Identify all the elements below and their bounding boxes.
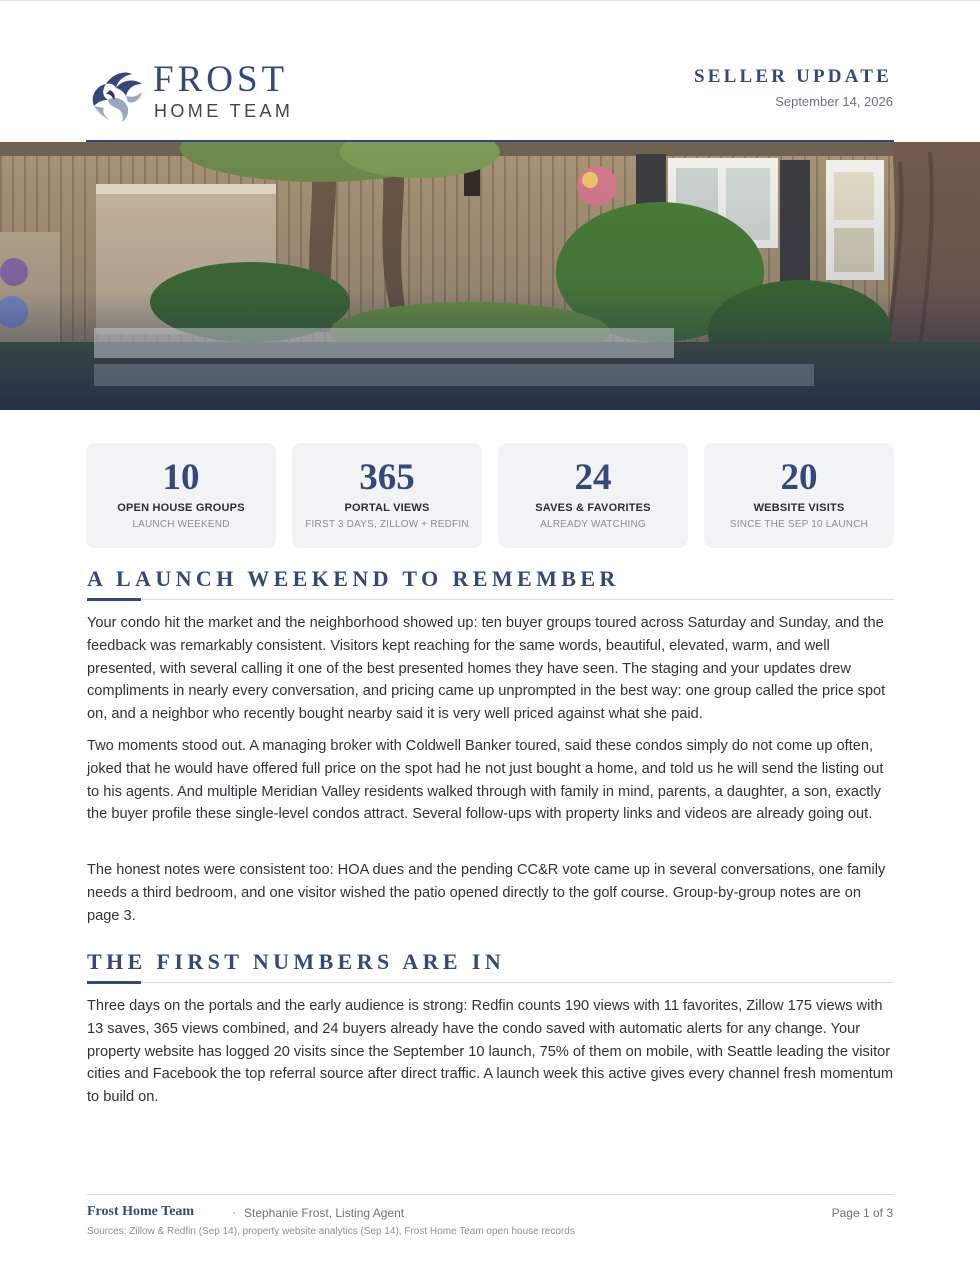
paragraph: Your condo hit the market and the neighborhood showed up: ten buyer groups toured across Saturday and Sunday, and the feedback was remarkably consistent. Visitors kept reaching for the same words, beautiful, elevated, warm, and well presented, with several calling it one of the best presented homes they have seen. The staging and your updates drew compliments in nearly every conversation, and pricing came up unprompted in the best way: one group called the price spot on, and a neighbor who recently bought nearby said it is very well priced against what she paid. (87, 615, 886, 723)
stat-card-website-visits (704, 443, 894, 548)
footer-brand: Frost Home Team (87, 1204, 195, 1219)
document-type: SELLER UPDATE (693, 66, 892, 87)
page-number: Page 1 of 3 (831, 1206, 893, 1220)
stat-sublabel: LAUNCH WEEKEND (132, 519, 230, 530)
footer-divider (87, 1194, 894, 1195)
stat-label: SAVES & FAVORITES (535, 502, 651, 514)
paragraph: Three days on the portals and the early audience is strong: Redfin counts 190 views with 11 favorites, Zillow 175 views with 13 saves, 365 views combined, and 24 buyers already have the condo saved with automatic alerts for any change. Your property website has logged 20 visits since the September 10 launch, 75% of them on mobile, with Seattle leading the visitor cities and Facebook the top referral source after direct traffic. A launch week this active gives every channel fresh momentum to build on. (87, 998, 894, 1106)
stat-value: 10 (162, 457, 200, 498)
hero-photo (0, 142, 980, 410)
page-top-border (0, 0, 980, 1)
stat-card-saves (498, 443, 688, 548)
section-divider (87, 599, 894, 600)
stat-value: 20 (780, 457, 818, 498)
stat-label: WEBSITE VISITS (753, 502, 845, 514)
stat-label: OPEN HOUSE GROUPS (117, 502, 245, 514)
footer-separator: · (232, 1205, 236, 1219)
stat-sublabel: ALREADY WATCHING (540, 519, 646, 530)
section-divider (87, 982, 894, 983)
section-heading-first-numbers: THE FIRST NUMBERS ARE IN (87, 949, 506, 974)
section-heading-launch-weekend: A LAUNCH WEEKEND TO REMEMBER (87, 566, 620, 591)
fleur-de-lis-logo-icon (86, 66, 146, 124)
paragraph: The honest notes were consistent too: HOA dues and the pending CC&R vote came up in several conversations, one family needs a third bedroom, and one visitor wished the patio opened directly to the golf course. Group-by-group notes are on page 3. (87, 862, 886, 924)
stat-value: 24 (574, 457, 612, 498)
stat-card-open-house (86, 443, 276, 548)
brand-subtitle: HOME TEAM (154, 101, 294, 121)
document-date: September 14, 2026 (775, 94, 893, 109)
section-accent-bar (87, 598, 141, 601)
brand-name: FROST (153, 59, 289, 100)
stat-sublabel: SINCE THE SEP 10 LAUNCH (729, 519, 869, 530)
house-exterior-photo (0, 142, 980, 410)
footer-sources: Sources: Zillow & Redfin (Sep 14), property website analytics (Sep 14), Frost Home Team open house records (87, 1226, 575, 1237)
section-accent-bar (87, 981, 141, 984)
stat-sublabel: FIRST 3 DAYS, ZILLOW + REDFIN (305, 519, 469, 530)
footer-agent: Stephanie Frost, Listing Agent (244, 1206, 405, 1220)
brand-logo (86, 60, 326, 126)
stat-card-portal-views (292, 443, 482, 548)
stat-label: PORTAL VIEWS (344, 502, 430, 514)
paragraph: Two moments stood out. A managing broker with Coldwell Banker toured, said these condos simply do not come up often, joked that he would have offered full price on the spot had he not just bought a home, and told us he will send the listing out to his agents. And multiple Meridian Valley residents walked through with family in mind, parents, a daughter, a son, exactly the buyer profile these single-level condos attract. Several follow-ups with property links and videos are already going out. (87, 738, 884, 823)
stat-value: 365 (359, 457, 415, 498)
